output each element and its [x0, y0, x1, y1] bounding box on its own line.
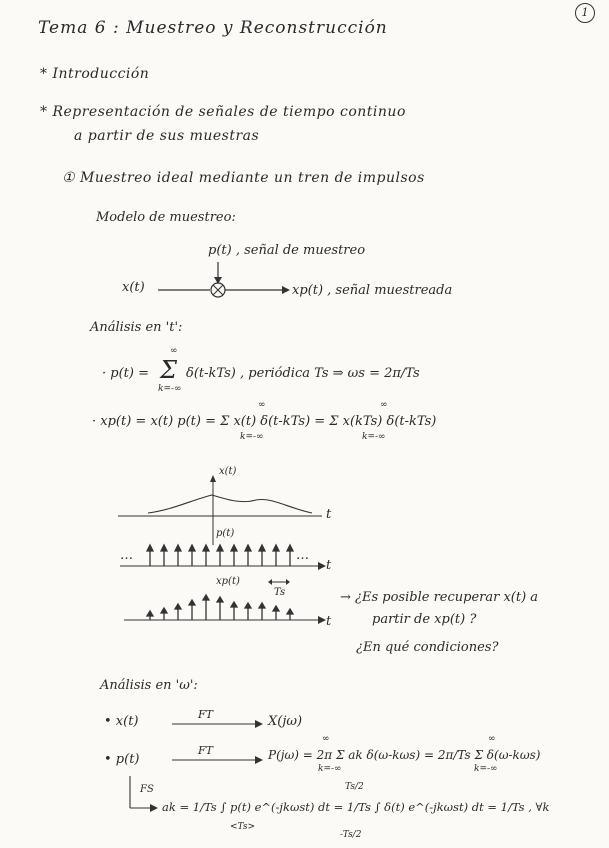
bullet-introduction: * Introducción — [40, 66, 150, 82]
eq-xpt-lim-top-1: ∞ — [258, 400, 266, 410]
eq-pt-lhs: · p(t) = — [102, 366, 149, 381]
eq-pt-sum-symbol: Σ — [160, 356, 177, 384]
model-pt-label: p(t) , señal de muestreo — [208, 243, 366, 258]
eq-pt-rhs: δ(t-kTs) , periódica Ts ⇒ ωs = 2π/Ts — [186, 366, 420, 381]
plot-axis-t-3: t — [326, 614, 332, 629]
bullet-representation-cont: a partir de sus muestras — [74, 128, 260, 144]
plot-x-label: x(t) — [219, 466, 237, 477]
ft-line-2-lim-bot-2: k=-∞ — [474, 764, 498, 774]
ak-int-lim-bot-2: -Ts/2 — [340, 830, 362, 840]
plot-axis-t-1: t — [326, 507, 332, 522]
ak-int-lim-1: <Ts> — [230, 822, 256, 832]
eq-xpt-lim-bot-1: k=-∞ — [240, 432, 264, 442]
question-recover-cont: partir de xp(t) ? — [372, 612, 477, 627]
page-number: 1 — [575, 3, 595, 23]
ft-line-2-op: FT — [198, 744, 213, 757]
question-conditions: ¿En qué condiciones? — [356, 640, 499, 655]
ak-int-lim-top-2: Ts/2 — [345, 782, 364, 792]
analysis-t-label: Análisis en 't': — [90, 320, 183, 335]
eq-xpt: · xp(t) = x(t) p(t) = Σ x(t) δ(t-kTs) = Σ x(kTs) δ(t-kTs) — [92, 414, 437, 429]
section-ideal-sampling: ① Muestreo ideal mediante un tren de impulsos — [62, 170, 425, 186]
plot-p-dots-right: … — [296, 548, 309, 563]
page-title: Tema 6 : Muestreo y Reconstrucción — [38, 18, 388, 38]
ft-line-2-right: P(jω) = 2π Σ ak δ(ω-kωs) = 2π/Ts Σ δ(ω-kωs) — [268, 748, 541, 762]
eq-xpt-lim-bot-2: k=-∞ — [362, 432, 386, 442]
eq-xpt-lim-top-2: ∞ — [380, 400, 388, 410]
ft-line-2-lim-bot-1: k=-∞ — [318, 764, 342, 774]
plot-p-dots-left: … — [120, 548, 133, 563]
eq-pt-sum-bot: k=-∞ — [158, 384, 182, 394]
model-label: Modelo de muestreo: — [96, 210, 236, 225]
model-xpt-label: xp(t) , señal muestreada — [292, 283, 453, 298]
bullet-representation: * Representación de señales de tiempo continuo — [40, 104, 406, 120]
analysis-w-label: Análisis en 'ω': — [100, 678, 198, 693]
ft-line-2-lim-top-1: ∞ — [322, 734, 330, 744]
ft-line-1-left: • x(t) — [104, 714, 139, 729]
ft-line-2-left: • p(t) — [104, 752, 140, 767]
model-xt-label: x(t) — [122, 280, 145, 295]
plot-xp-label: xp(t) — [216, 576, 240, 587]
ft-line-2-lim-top-2: ∞ — [488, 734, 496, 744]
ft-line-1-op: FT — [198, 708, 213, 721]
fs-label: FS — [140, 784, 154, 795]
eq-pt-sum-top: ∞ — [170, 346, 178, 356]
ft-line-1-right: X(jω) — [268, 714, 303, 729]
ak-equation: ak = 1/Ts ∫ p(t) e^(-jkωst) dt = 1/Ts ∫ δ(t) e^(-jkωst) dt = 1/Ts , ∀k — [162, 800, 550, 814]
question-recover: → ¿Es posible recuperar x(t) a — [340, 590, 539, 605]
plot-axis-t-2: t — [326, 558, 332, 573]
plot-ts-label: Ts — [274, 587, 286, 598]
plot-p-label: p(t) — [216, 528, 235, 539]
